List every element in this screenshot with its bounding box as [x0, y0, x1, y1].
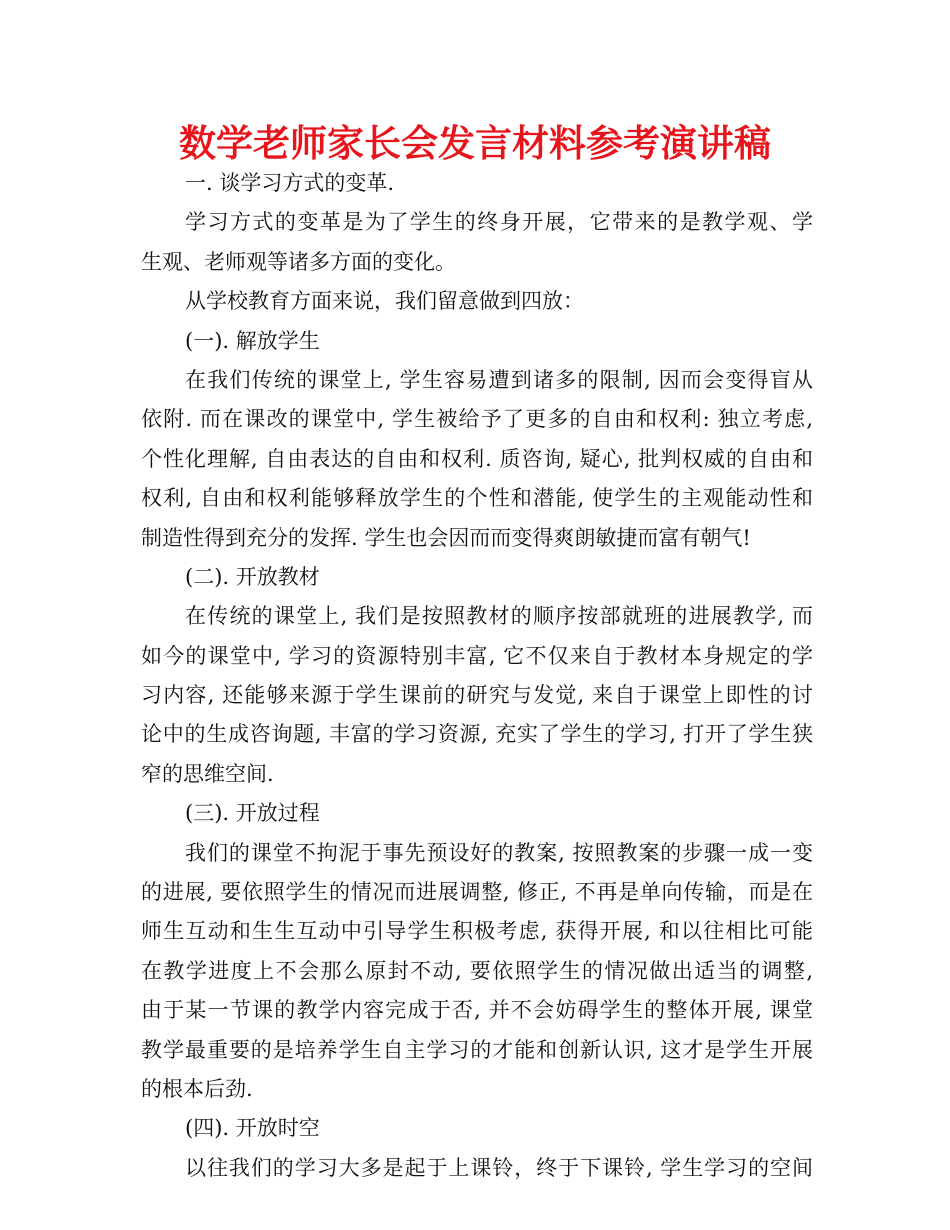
- text-line: (三). 开放过程: [185, 801, 320, 826]
- text-line: 权利, 自由和权利能够释放学生的个性和潜能, 使学生的主观能动性和: [141, 486, 813, 511]
- text-line: 在传统的课堂上, 我们是按照教材的顺序按部就班的进展教学, 而: [185, 604, 813, 629]
- text-line: 窄的思维空间.: [141, 761, 274, 786]
- text-line: 制造性得到充分的发挥. 学生也会因而而变得爽朗敏捷而富有朝气!: [141, 525, 751, 550]
- text-line: 习内容, 还能够来源于学生课前的研究与发觉, 来自于课堂上即性的讨: [141, 683, 813, 708]
- text-line: 在教学进度上不会那么原封不动, 要依照学生的情况做出适当的调整,: [141, 958, 813, 983]
- text-line: 师生互动和生生互动中引导学生积极考虑, 获得开展, 和以往相比可能: [141, 919, 813, 944]
- document-title: 数学老师家长会发言材料参考演讲稿: [179, 122, 771, 165]
- text-line: 依附. 而在课改的课堂中, 学生被给予了更多的自由和权利: 独立考虑,: [141, 407, 813, 432]
- text-line: 以往我们的学习大多是起于上课铃，终于下课铃, 学生学习的空间: [185, 1155, 813, 1180]
- text-line: (一). 解放学生: [185, 328, 320, 353]
- text-line: 教学最重要的是培养学生自主学习的才能和创新认识, 这才是学生开展: [141, 1037, 813, 1062]
- text-line: 一. 谈学习方式的变革.: [185, 171, 395, 195]
- document-body: [141, 164, 813, 1188]
- text-line: 学习方式的变革是为了学生的终身开展，它带来的是教学观、学: [185, 210, 813, 235]
- text-line: 的根本后劲.: [141, 1076, 253, 1101]
- text-line: (四). 开放时空: [185, 1116, 320, 1141]
- text-line: 论中的生成咨询题, 丰富的学习资源, 充实了学生的学习, 打开了学生狭: [141, 722, 813, 747]
- text-line: 个性化理解, 自由表达的自由和权利. 质咨询, 疑心, 批判权威的自由和: [141, 446, 813, 471]
- text-line: 如今的课堂中, 学习的资源特别丰富, 它不仅来自于教材本身规定的学: [141, 643, 813, 668]
- text-line: (二). 开放教材: [185, 564, 320, 589]
- text-line: 生观、老师观等诸多方面的变化。: [141, 249, 456, 274]
- text-line: 从学校教育方面来说，我们留意做到四放：: [185, 289, 584, 314]
- text-line: 的进展, 要依照学生的情况而进展调整, 修正, 不再是单向传输，而是在: [141, 880, 813, 905]
- text-line: 我们的课堂不拘泥于事先预设好的教案, 按照教案的步骤一成一变: [185, 840, 813, 865]
- text-line: 在我们传统的课堂上, 学生容易遭到诸多的限制, 因而会变得盲从: [185, 367, 813, 392]
- text-line: 由于某一节课的教学内容完成于否, 并不会妨碍学生的整体开展, 课堂: [141, 998, 813, 1023]
